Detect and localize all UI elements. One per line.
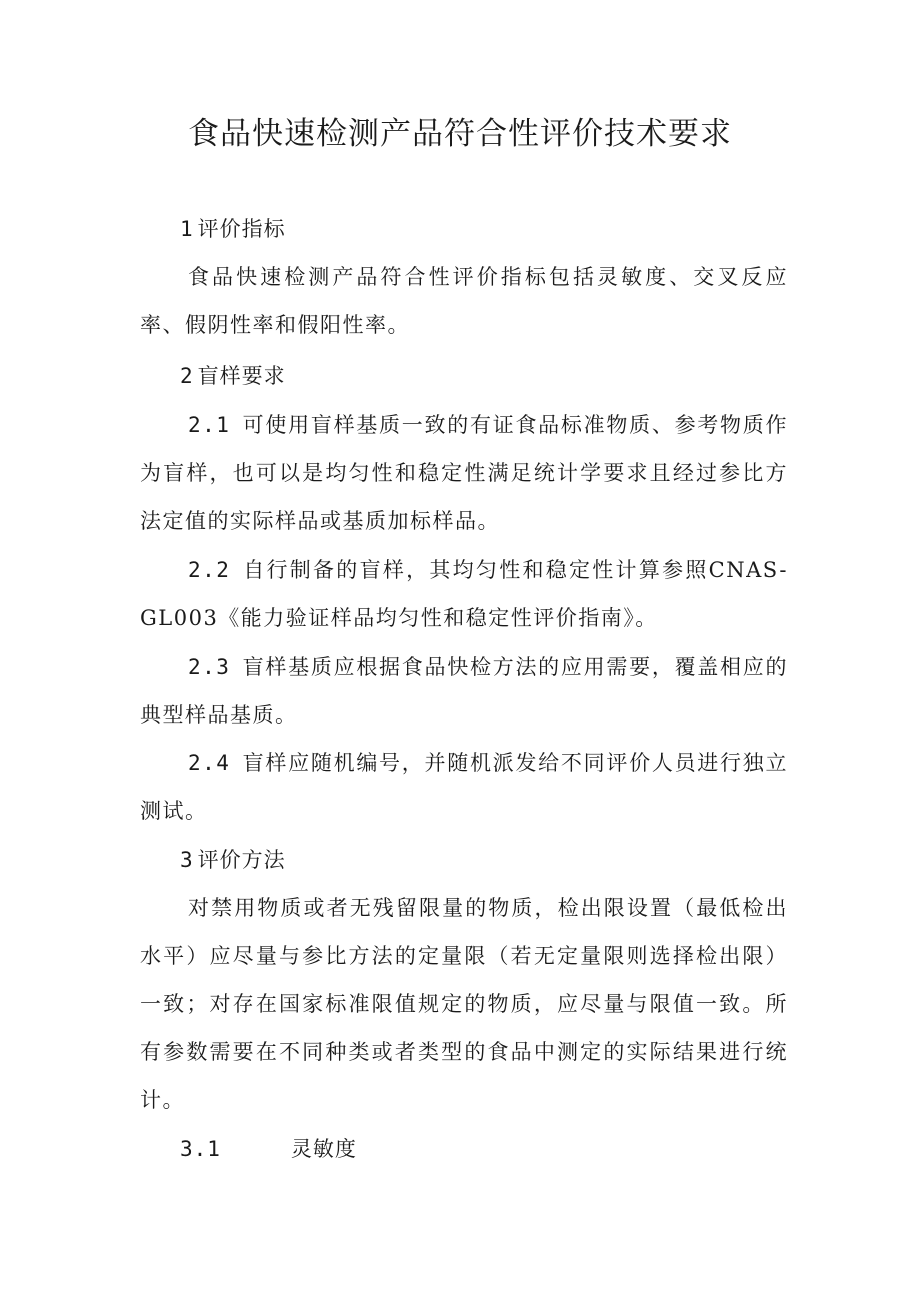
paragraph-3 xyxy=(140,884,788,1124)
paragraph-text: 盲样应随机编号，并随机派发给不同评价人员进行独立测试。 xyxy=(140,751,788,823)
paragraph-1 xyxy=(140,253,788,349)
section-title: 评价方法 xyxy=(197,848,286,872)
section-title: 评价指标 xyxy=(197,217,286,241)
section-number: 2 xyxy=(180,364,194,388)
section-heading-1 xyxy=(180,205,286,253)
paragraph-text: 食品快速检测产品符合性评价指标包括灵敏度、交叉反应率、假阴性率和假阳性率。 xyxy=(140,265,788,337)
section-heading-3 xyxy=(180,836,286,884)
paragraph-number: 2.2 xyxy=(188,558,231,582)
document-title: 食品快速检测产品符合性评价技术要求 xyxy=(188,116,732,152)
section-number: 3 xyxy=(180,848,194,872)
section-heading-2 xyxy=(180,352,286,400)
subsection-title: 灵敏度 xyxy=(290,1137,357,1161)
paragraph-2-2 xyxy=(140,546,788,642)
paragraph-number: 2.3 xyxy=(188,655,231,679)
paragraph-text: 盲样基质应根据食品快检方法的应用需要，覆盖相应的典型样品基质。 xyxy=(140,655,788,727)
paragraph-text: 对禁用物质或者无残留限量的物质，检出限设置（最低检出水平）应尽量与参比方法的定量限（若无定量限则选择检出限）一致；对存在国家标准限值规定的物质，应尽量与限值一致。所有参数需要在不同种类或者类型的食品中测定的实际结果进行统计。 xyxy=(140,896,788,1112)
section-title: 盲样要求 xyxy=(197,364,286,388)
paragraph-2-1 xyxy=(140,401,788,545)
paragraph-2-4 xyxy=(140,739,788,835)
subsection-heading-3-1 xyxy=(180,1125,357,1173)
subsection-number: 3.1 xyxy=(180,1137,221,1161)
paragraph-number: 2.4 xyxy=(188,751,231,775)
paragraph-2-3 xyxy=(140,643,788,739)
paragraph-text: 自行制备的盲样，其均匀性和稳定性计算参照CNAS-GL003《能力验证样品均匀性和稳定性评价指南》。 xyxy=(140,558,788,630)
paragraph-number: 2.1 xyxy=(188,413,231,437)
paragraph-text: 可使用盲样基质一致的有证食品标准物质、参考物质作为盲样，也可以是均匀性和稳定性满足统计学要求且经过参比方法定值的实际样品或基质加标样品。 xyxy=(140,413,788,533)
section-number: 1 xyxy=(180,217,194,241)
